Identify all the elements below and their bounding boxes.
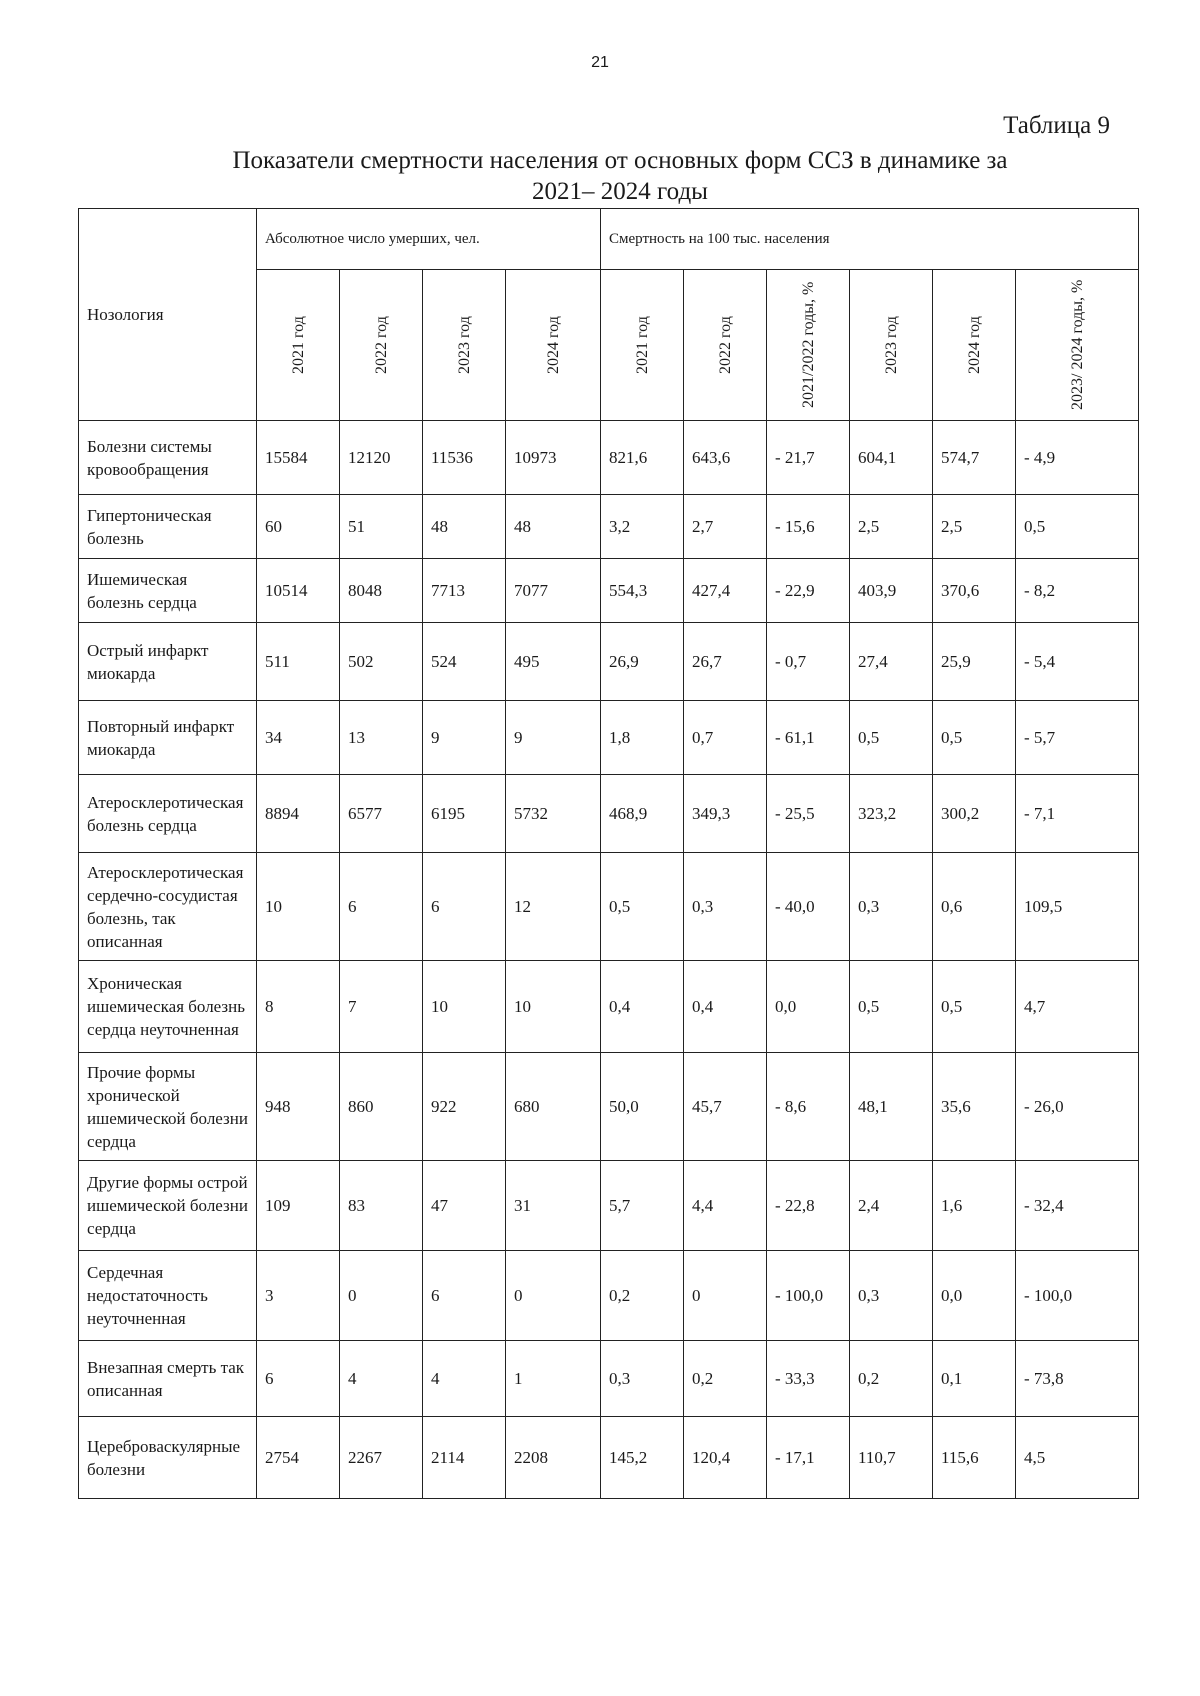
value-cell: - 5,4 — [1016, 623, 1139, 701]
nosology-cell: Цереброваскулярные болезни — [79, 1417, 257, 1499]
value-cell: 47 — [423, 1161, 506, 1251]
value-cell: 0,5 — [1016, 495, 1139, 559]
value-cell: 12120 — [340, 421, 423, 495]
nosology-cell: Внезапная смерть так описанная — [79, 1341, 257, 1417]
value-cell: - 7,1 — [1016, 775, 1139, 853]
value-cell: 48 — [506, 495, 601, 559]
column-header — [933, 270, 1016, 421]
value-cell: 115,6 — [933, 1417, 1016, 1499]
value-cell: - 21,7 — [767, 421, 850, 495]
value-cell: - 4,9 — [1016, 421, 1139, 495]
column-header — [423, 270, 506, 421]
value-cell: 5,7 — [601, 1161, 684, 1251]
table-row — [79, 1161, 1139, 1251]
value-cell: 48,1 — [850, 1053, 933, 1161]
table-row — [79, 853, 1139, 961]
value-cell: 604,1 — [850, 421, 933, 495]
value-cell: - 0,7 — [767, 623, 850, 701]
value-cell: 468,9 — [601, 775, 684, 853]
column-header — [257, 270, 340, 421]
value-cell: 83 — [340, 1161, 423, 1251]
nosology-header: Нозология — [79, 209, 257, 421]
value-cell: 6577 — [340, 775, 423, 853]
value-cell: - 100,0 — [1016, 1251, 1139, 1341]
title-line-2: 2021– 2024 годы — [532, 178, 708, 205]
value-cell: 60 — [257, 495, 340, 559]
value-cell: 6195 — [423, 775, 506, 853]
value-cell: 145,2 — [601, 1417, 684, 1499]
column-header-label: 2022 год — [372, 316, 390, 374]
value-cell: 27,4 — [850, 623, 933, 701]
value-cell: 0,0 — [767, 961, 850, 1053]
value-cell: 502 — [340, 623, 423, 701]
value-cell: - 26,0 — [1016, 1053, 1139, 1161]
value-cell: 0,3 — [601, 1341, 684, 1417]
value-cell: 25,9 — [933, 623, 1016, 701]
value-cell: 0,2 — [684, 1341, 767, 1417]
column-header-label: 2023/ 2024 годы, % — [1068, 279, 1086, 411]
nosology-cell: Повторный инфаркт миокарда — [79, 701, 257, 775]
column-header-label: 2021 год — [633, 316, 651, 374]
value-cell: - 25,5 — [767, 775, 850, 853]
value-cell: 13 — [340, 701, 423, 775]
value-cell: 15584 — [257, 421, 340, 495]
column-header — [1016, 270, 1139, 421]
value-cell: 2,5 — [850, 495, 933, 559]
column-header — [340, 270, 423, 421]
value-cell: 427,4 — [684, 559, 767, 623]
value-cell: - 8,2 — [1016, 559, 1139, 623]
value-cell: - 22,9 — [767, 559, 850, 623]
value-cell: 643,6 — [684, 421, 767, 495]
value-cell: 922 — [423, 1053, 506, 1161]
column-header — [601, 270, 684, 421]
value-cell: 9 — [423, 701, 506, 775]
value-cell: 5732 — [506, 775, 601, 853]
value-cell: 4,7 — [1016, 961, 1139, 1053]
value-cell: 48 — [423, 495, 506, 559]
value-cell: 948 — [257, 1053, 340, 1161]
value-cell: 0,0 — [933, 1251, 1016, 1341]
value-cell: 7713 — [423, 559, 506, 623]
value-cell: 0,7 — [684, 701, 767, 775]
value-cell: 0,1 — [933, 1341, 1016, 1417]
value-cell: 3 — [257, 1251, 340, 1341]
table-row — [79, 775, 1139, 853]
nosology-cell: Прочие формы хронической ишемической болезни сердца — [79, 1053, 257, 1161]
value-cell: - 33,3 — [767, 1341, 850, 1417]
value-cell: 0,5 — [933, 961, 1016, 1053]
table-number: Таблица 9 — [1003, 112, 1110, 139]
value-cell: 1,6 — [933, 1161, 1016, 1251]
value-cell: 6 — [340, 853, 423, 961]
table-row — [79, 701, 1139, 775]
value-cell: 0,3 — [684, 853, 767, 961]
value-cell: 0,5 — [601, 853, 684, 961]
column-header-label: 2021/2022 годы, % — [799, 281, 817, 409]
value-cell: 4,4 — [684, 1161, 767, 1251]
table-row — [79, 623, 1139, 701]
value-cell: 50,0 — [601, 1053, 684, 1161]
value-cell: 403,9 — [850, 559, 933, 623]
nosology-cell: Другие формы острой ишемической болезни сердца — [79, 1161, 257, 1251]
nosology-cell: Атеросклеротическая сердечно-сосудистая болезнь, так описанная — [79, 853, 257, 961]
value-cell: 0,2 — [601, 1251, 684, 1341]
value-cell: 860 — [340, 1053, 423, 1161]
nosology-cell: Гипертоническая болезнь — [79, 495, 257, 559]
value-cell: - 100,0 — [767, 1251, 850, 1341]
value-cell: 4 — [340, 1341, 423, 1417]
value-cell: - 8,6 — [767, 1053, 850, 1161]
value-cell: 11536 — [423, 421, 506, 495]
value-cell: 26,9 — [601, 623, 684, 701]
value-cell: - 32,4 — [1016, 1161, 1139, 1251]
value-cell: 35,6 — [933, 1053, 1016, 1161]
table-row — [79, 559, 1139, 623]
value-cell: 6 — [423, 1251, 506, 1341]
value-cell: 0 — [684, 1251, 767, 1341]
value-cell: 10 — [506, 961, 601, 1053]
table-row — [79, 421, 1139, 495]
table-row — [79, 1251, 1139, 1341]
value-cell: 680 — [506, 1053, 601, 1161]
table-row — [79, 495, 1139, 559]
value-cell: 3,2 — [601, 495, 684, 559]
value-cell: 349,3 — [684, 775, 767, 853]
column-header — [767, 270, 850, 421]
value-cell: 45,7 — [684, 1053, 767, 1161]
nosology-cell: Сердечная недостаточность неуточненная — [79, 1251, 257, 1341]
group-header-rate: Смертность на 100 тыс. населения — [601, 209, 1139, 270]
value-cell: 9 — [506, 701, 601, 775]
value-cell: 511 — [257, 623, 340, 701]
value-cell: 574,7 — [933, 421, 1016, 495]
column-header-label: 2024 год — [965, 316, 983, 374]
value-cell: 0,4 — [684, 961, 767, 1053]
value-cell: 6 — [423, 853, 506, 961]
value-cell: 26,7 — [684, 623, 767, 701]
nosology-cell: Болезни системы кровообращения — [79, 421, 257, 495]
table-title — [150, 145, 1090, 207]
value-cell: 524 — [423, 623, 506, 701]
value-cell: 10 — [257, 853, 340, 961]
column-header-label: 2023 год — [882, 316, 900, 374]
value-cell: 7 — [340, 961, 423, 1053]
value-cell: 0 — [340, 1251, 423, 1341]
value-cell: - 40,0 — [767, 853, 850, 961]
value-cell: 821,6 — [601, 421, 684, 495]
value-cell: 10973 — [506, 421, 601, 495]
column-header-label: 2021 год — [289, 316, 307, 374]
value-cell: 0,3 — [850, 1251, 933, 1341]
value-cell: 370,6 — [933, 559, 1016, 623]
value-cell: 10 — [423, 961, 506, 1053]
column-header — [850, 270, 933, 421]
value-cell: 2267 — [340, 1417, 423, 1499]
value-cell: 0,5 — [933, 701, 1016, 775]
value-cell: 4 — [423, 1341, 506, 1417]
value-cell: 1 — [506, 1341, 601, 1417]
value-cell: 31 — [506, 1161, 601, 1251]
nosology-cell: Острый инфаркт миокарда — [79, 623, 257, 701]
value-cell: 0,3 — [850, 853, 933, 961]
value-cell: 8048 — [340, 559, 423, 623]
value-cell: 0,5 — [850, 701, 933, 775]
value-cell: 2,7 — [684, 495, 767, 559]
value-cell: 109,5 — [1016, 853, 1139, 961]
column-header — [684, 270, 767, 421]
column-header-label: 2023 год — [455, 316, 473, 374]
value-cell: 495 — [506, 623, 601, 701]
value-cell: 6 — [257, 1341, 340, 1417]
table-body — [79, 421, 1139, 1499]
value-cell: 109 — [257, 1161, 340, 1251]
title-line-1: Показатели смертности населения от основных форм ССЗ в динамике за — [232, 147, 1008, 174]
value-cell: 554,3 — [601, 559, 684, 623]
table-row — [79, 1417, 1139, 1499]
nosology-cell: Атеросклеротическая болезнь сердца — [79, 775, 257, 853]
value-cell: 323,2 — [850, 775, 933, 853]
value-cell: - 22,8 — [767, 1161, 850, 1251]
value-cell: - 5,7 — [1016, 701, 1139, 775]
value-cell: 2114 — [423, 1417, 506, 1499]
value-cell: 0 — [506, 1251, 601, 1341]
value-cell: 0,6 — [933, 853, 1016, 961]
value-cell: 7077 — [506, 559, 601, 623]
column-header-label: 2022 год — [716, 316, 734, 374]
table-row — [79, 1341, 1139, 1417]
mortality-table — [78, 208, 1139, 1499]
page-number: 21 — [591, 54, 609, 71]
value-cell: - 17,1 — [767, 1417, 850, 1499]
column-header — [506, 270, 601, 421]
value-cell: 8 — [257, 961, 340, 1053]
value-cell: - 73,8 — [1016, 1341, 1139, 1417]
value-cell: 0,5 — [850, 961, 933, 1053]
value-cell: 4,5 — [1016, 1417, 1139, 1499]
value-cell: 110,7 — [850, 1417, 933, 1499]
value-cell: 34 — [257, 701, 340, 775]
value-cell: 300,2 — [933, 775, 1016, 853]
column-header-label: 2024 год — [544, 316, 562, 374]
value-cell: 2,4 — [850, 1161, 933, 1251]
group-header-absolute: Абсолютное число умерших, чел. — [257, 209, 601, 270]
value-cell: 12 — [506, 853, 601, 961]
table-row — [79, 1053, 1139, 1161]
value-cell: 51 — [340, 495, 423, 559]
value-cell: 0,2 — [850, 1341, 933, 1417]
nosology-cell: Ишемическая болезнь сердца — [79, 559, 257, 623]
value-cell: 2,5 — [933, 495, 1016, 559]
table-row — [79, 961, 1139, 1053]
value-cell: 0,4 — [601, 961, 684, 1053]
nosology-cell: Хроническая ишемическая болезнь сердца неуточненная — [79, 961, 257, 1053]
value-cell: - 61,1 — [767, 701, 850, 775]
value-cell: 10514 — [257, 559, 340, 623]
value-cell: - 15,6 — [767, 495, 850, 559]
value-cell: 2208 — [506, 1417, 601, 1499]
value-cell: 120,4 — [684, 1417, 767, 1499]
value-cell: 1,8 — [601, 701, 684, 775]
value-cell: 2754 — [257, 1417, 340, 1499]
value-cell: 8894 — [257, 775, 340, 853]
